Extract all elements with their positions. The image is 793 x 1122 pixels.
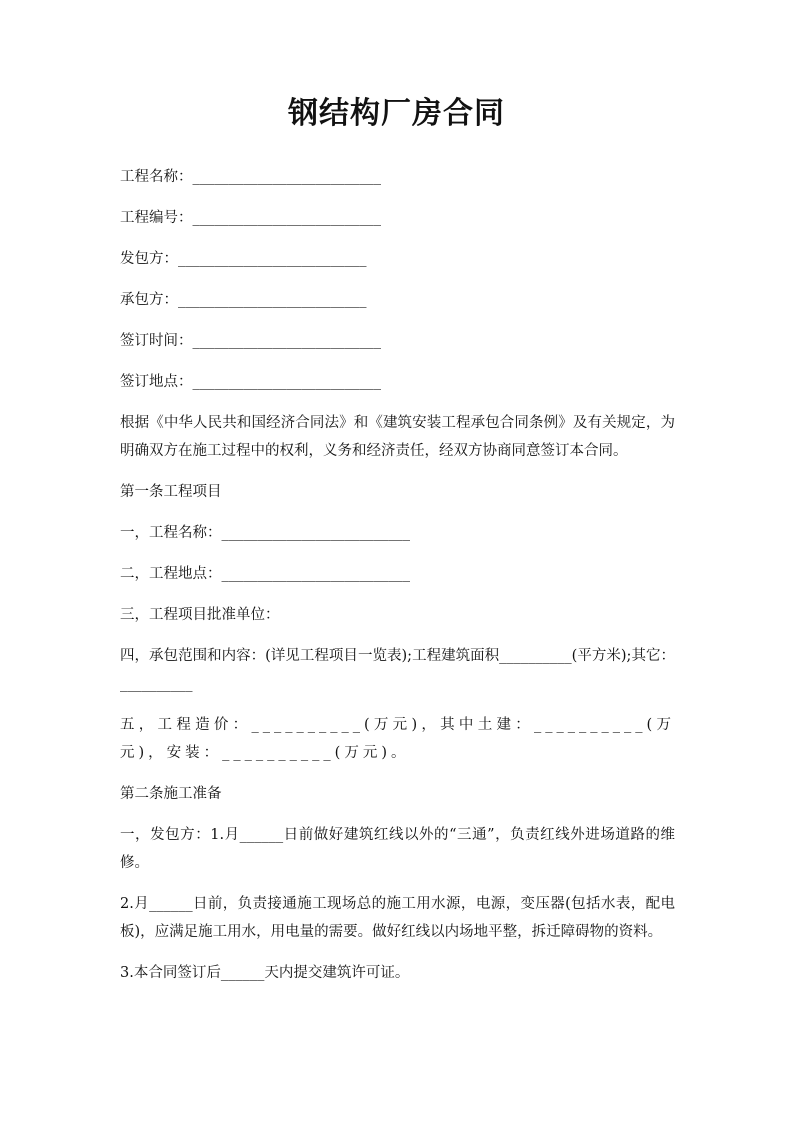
article2-item2: 2.月______日前，负责接通施工现场总的施工用水源，电源，变压器(包括水表，配电板)，应满足施工用水，用电量的需要。做好红线以内场地平整，拆迁障碍物的资料。 [120,896,675,940]
field-signing-date: 签订时间：__________________________ [120,333,381,349]
field-signing-place: 签订地点：__________________________ [120,374,381,390]
field-project-name: 工程名称：__________________________ [120,169,381,185]
article1-item1: 一，工程名称：__________________________ [120,525,410,541]
field-project-number: 工程编号：__________________________ [120,210,381,226]
field-employer: 发包方：__________________________ [120,251,367,267]
article1-item2: 二，工程地点：__________________________ [120,566,410,582]
field-contractor: 承包方：__________________________ [120,292,367,308]
article2-item3: 3.本合同签订后______天内提交建筑许可证。 [120,965,410,981]
article1-item4: 四，承包范围和内容：(详见工程项目一览表);工程建筑面积__________(平方米);其它：__________ [120,648,675,692]
article1-item3: 三，工程项目批准单位： [120,607,280,623]
preamble-paragraph: 根据《中华人民共和国经济合同法》和《建筑安装工程承包合同条例》及有关规定，为明确双方在施工过程中的权利，义务和经济责任，经双方协商同意签订本合同。 [120,415,675,459]
article2-item1: 一，发包方：1.月______日前做好建筑红线以外的“三通”，负责红线外进场道路的维修。 [120,827,675,871]
article1-item5: 五，工程造价：__________(万元)，其中土建：__________(万元)，安装：__________(万元)。 [120,717,675,761]
article1-heading: 第一条工程项目 [120,484,222,500]
article2-heading: 第二条施工准备 [120,786,222,802]
document-title: 钢结构厂房合同 [288,96,505,131]
document-body [120,163,675,1000]
